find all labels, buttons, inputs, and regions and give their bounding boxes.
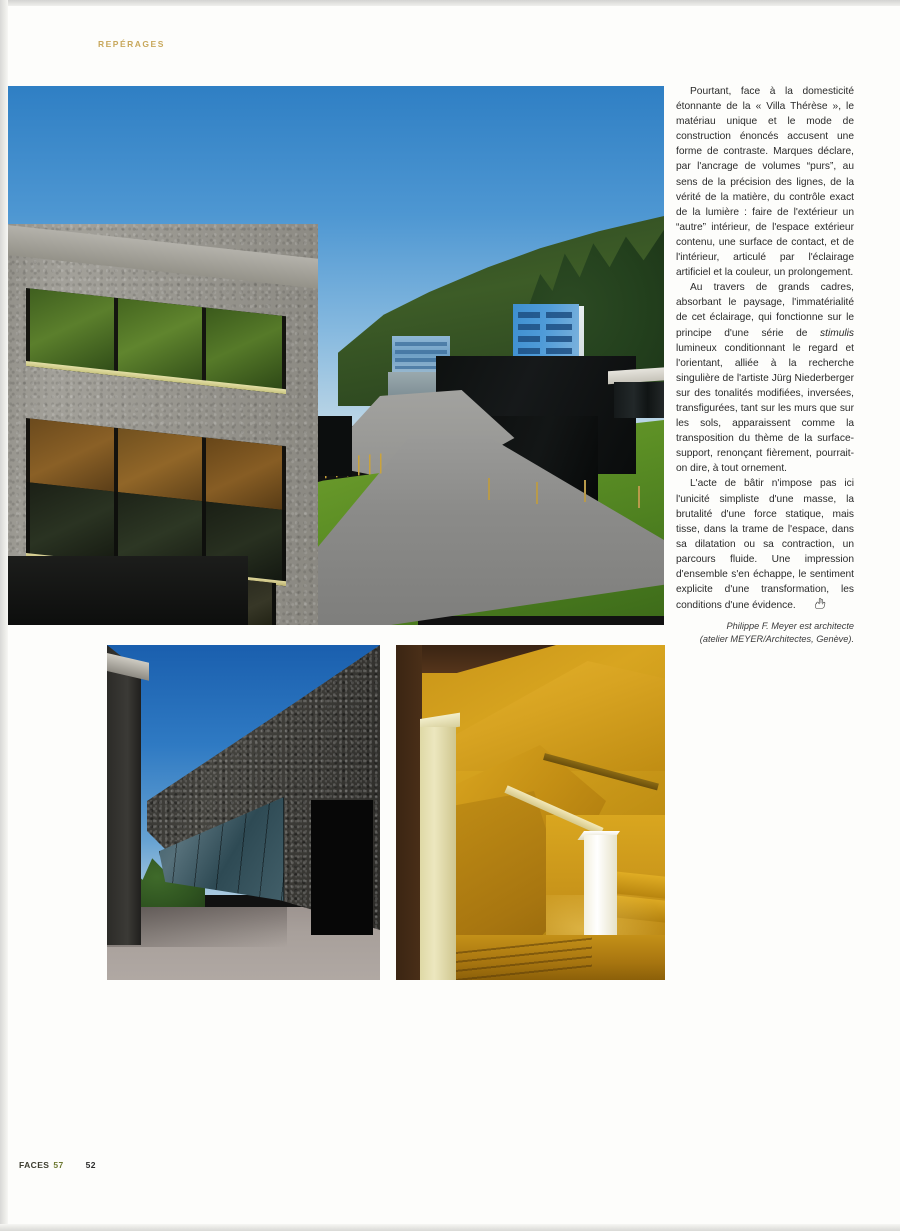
footer-page-number: 52 <box>85 1160 96 1170</box>
main-building-exterior-photo <box>8 86 664 625</box>
paragraph-2-part1: Au travers de grands cadres, absorbant le paysage, l'immatérialité de cet éclairage, qui fonctionne sur le principe d'une série de <box>676 282 854 339</box>
dark-doorway <box>311 800 373 935</box>
article-text-column <box>676 84 854 613</box>
byline-line-1: Philippe F. Meyer est architecte <box>726 621 854 631</box>
scan-edge-left <box>0 0 8 1231</box>
paragraph-1: Pourtant, face à la domesticité étonnante de la « Villa Thérèse », le matériau unique et le mode de construction énoncés accusent une forme de contraste. Marques déclare, par l'ancrage de volumes “purs”, au sens de la précision des lignes, de la vérité de la matière, du contrôle exact de la lumière : faire de l'extérieur un “autre” intérieur, de l'espace extérieur contenu, une surface de contact, et de l'intérieur, articulé par l'éclairage artificiel et la couleur, un prolongement. <box>676 86 854 279</box>
building-base-shadow <box>8 556 248 625</box>
lawn-posts <box>488 478 664 508</box>
canopy-undercroft <box>614 382 664 418</box>
white-balustrade-panel <box>584 835 617 938</box>
page-footer <box>19 1160 96 1170</box>
pale-pillar <box>420 727 456 980</box>
yellow-interior-stairwell-photo <box>396 645 665 980</box>
left-wall <box>107 645 141 945</box>
dark-left-edge <box>396 645 422 980</box>
paragraph-2-part2: lumineux conditionnant le regard et l'orientant, alliée à la recherche singulière de l'artiste Jürg Niederberger sur des tonalités modifiées, inversées, transfigurées, tant sur les murs que sur les sols, apparaissent comme la transposition du thème de la surface-support, renonçant fièrement, pourrait-on dire, à tout ornement. <box>676 342 854 475</box>
section-header: REPÉRAGES <box>98 39 165 49</box>
byline-line-2: (atelier MEYER/Architectes, Genève). <box>699 633 854 644</box>
author-byline <box>676 620 854 645</box>
italic-term-stimulis: stimulis <box>820 327 854 339</box>
scan-edge-top <box>0 0 900 6</box>
scan-edge-bottom <box>0 1224 900 1231</box>
paragraph-3-text: L'acte de bâtir n'impose pas ici l'unicité simpliste d'une masse, la brutalité d'une force statique, mais tisse, dans la trame de l'espace, dans sa dilatation ou sa contraction, un parcours fluide. Une impression d'ensemble s'en échappe, le sentiment explicite d'une transformation, les conditions d'une évidence. <box>676 478 854 612</box>
footer-magazine-title: FACES <box>19 1160 50 1170</box>
dark-facade-perspective-photo <box>107 645 380 980</box>
pointing-hand-icon <box>799 597 813 610</box>
footer-issue-number: 57 <box>53 1160 64 1170</box>
paragraph-2 <box>676 280 854 476</box>
paragraph-3 <box>676 476 854 613</box>
